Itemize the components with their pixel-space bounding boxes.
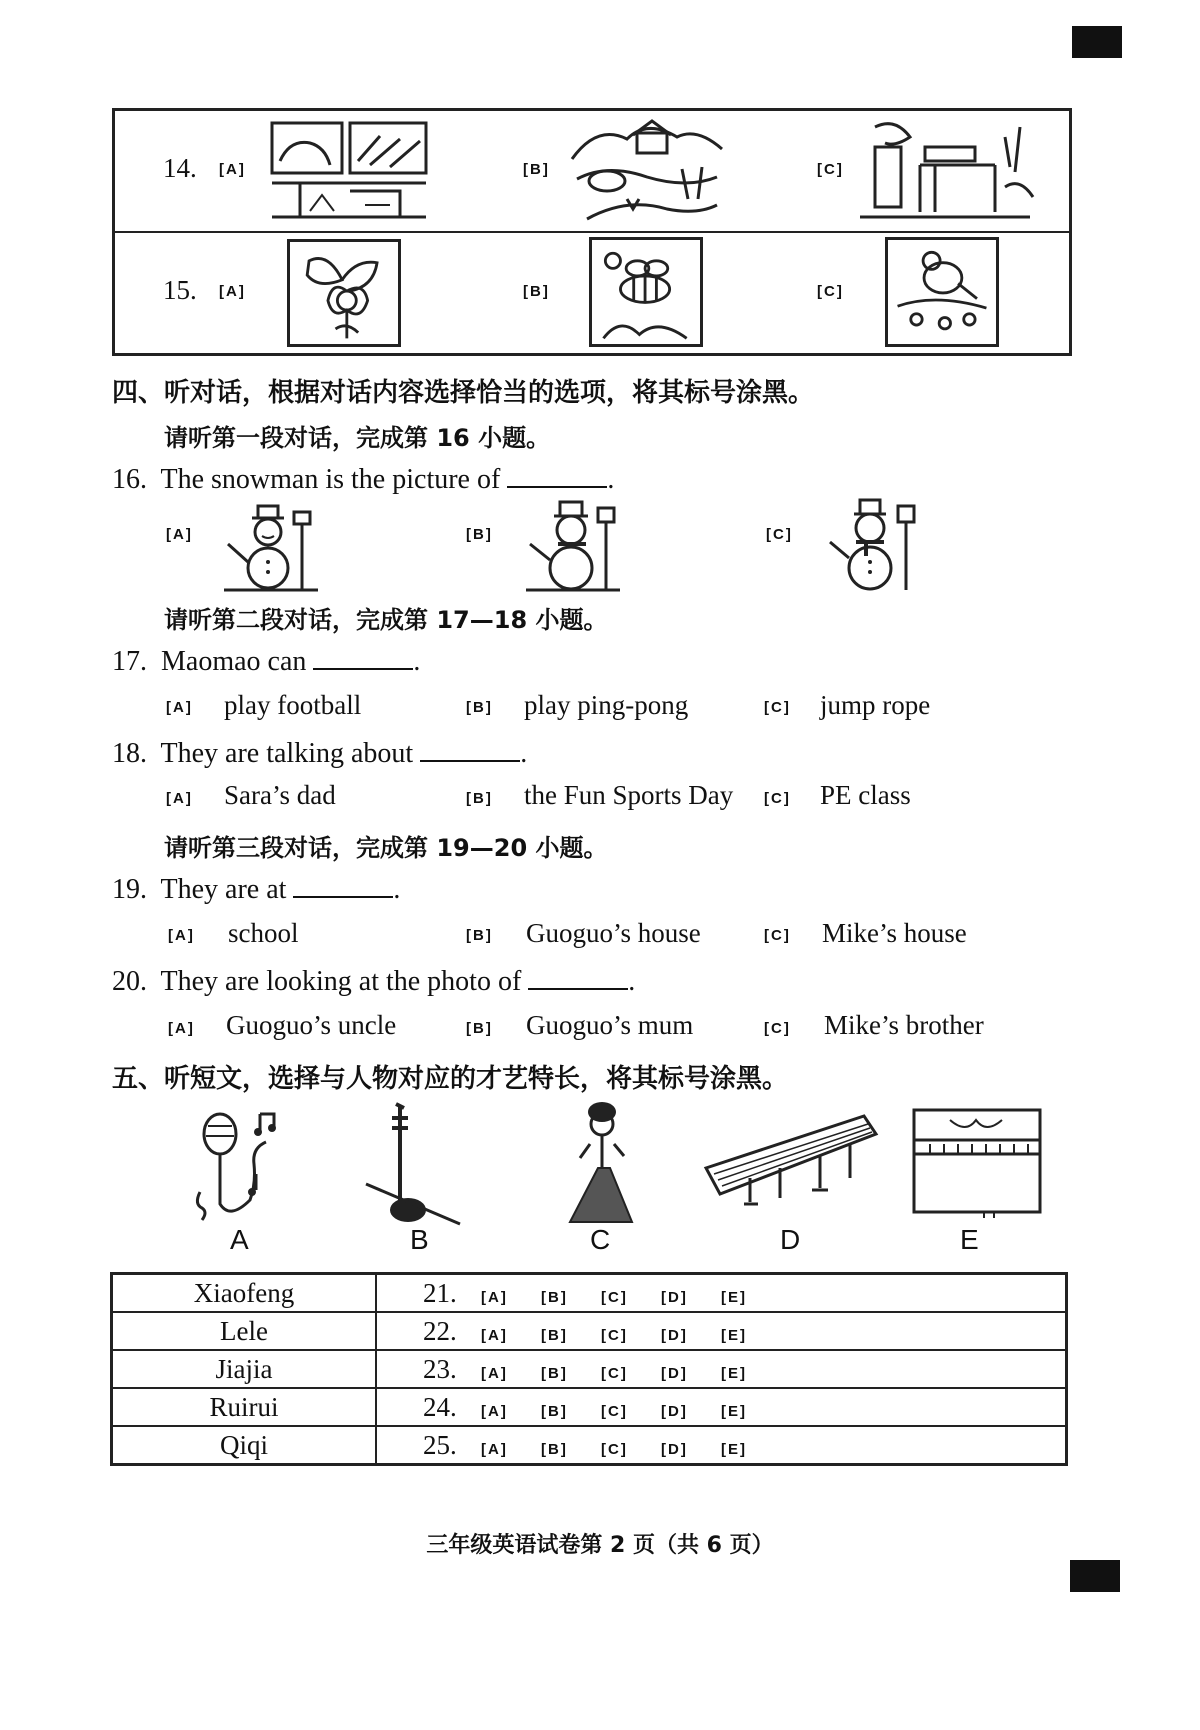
option-b-text: Guoguo’s house bbox=[526, 918, 701, 948]
option-a-mark[interactable]: [A] bbox=[481, 1288, 508, 1306]
answer-blank bbox=[313, 644, 413, 670]
table-row bbox=[112, 1350, 1067, 1388]
person-name: Lele bbox=[112, 1312, 377, 1350]
option-a-mark[interactable]: [A] bbox=[166, 790, 193, 807]
talent-label-a: A bbox=[230, 1224, 249, 1255]
question-number: 17. bbox=[112, 646, 147, 677]
answer-marks bbox=[376, 1388, 1067, 1426]
option-a-mark[interactable]: [A] bbox=[481, 1364, 508, 1382]
question-number: 19. bbox=[112, 874, 147, 905]
option-c-mark[interactable]: [C] bbox=[817, 161, 844, 178]
question-stem: The snowman is the picture of bbox=[160, 464, 501, 495]
option-c-mark[interactable]: [C] bbox=[764, 1020, 791, 1037]
option-b-mark[interactable]: [B] bbox=[466, 1020, 493, 1037]
question-number: 25. bbox=[423, 1429, 457, 1460]
registration-mark-top bbox=[1072, 26, 1122, 58]
butterfly-flower-picture bbox=[287, 239, 401, 347]
option-d-mark[interactable]: [D] bbox=[661, 1364, 688, 1382]
question-stem: They are talking about bbox=[160, 738, 414, 769]
question-17 bbox=[112, 644, 420, 678]
question-stem: They are looking at the photo of bbox=[160, 966, 522, 997]
answer-marks bbox=[376, 1312, 1067, 1350]
page-footer: 三年级英语试卷第 2 页（共 6 页） bbox=[426, 1533, 774, 1558]
option-a-mark[interactable]: [A] bbox=[168, 927, 195, 944]
option-e-mark[interactable]: [E] bbox=[721, 1440, 747, 1458]
option-a-mark[interactable]: [A] bbox=[481, 1326, 508, 1344]
period: . bbox=[607, 464, 615, 495]
option-e-mark[interactable]: [E] bbox=[721, 1364, 747, 1382]
option-e-mark[interactable]: [E] bbox=[721, 1402, 747, 1420]
option-a-mark[interactable]: [A] bbox=[166, 526, 193, 543]
period: . bbox=[520, 738, 528, 769]
question-number: 23. bbox=[423, 1353, 457, 1384]
option-d-mark[interactable]: [D] bbox=[661, 1440, 688, 1458]
bee-flower-picture bbox=[589, 237, 703, 347]
option-a-mark[interactable]: [A] bbox=[481, 1440, 508, 1458]
option-b-text: the Fun Sports Day bbox=[524, 780, 734, 810]
snowman-a-picture bbox=[222, 504, 322, 594]
option-a-mark[interactable]: [A] bbox=[219, 283, 246, 300]
option-b-mark[interactable]: [B] bbox=[541, 1364, 568, 1382]
option-c-text: Mike’s brother bbox=[824, 1010, 984, 1040]
option-a-text: play football bbox=[224, 690, 362, 720]
option-a-text: Sara’s dad bbox=[224, 780, 336, 810]
dialog-2-instruction: 请听第二段对话，完成第 17—18 小题。 bbox=[164, 606, 608, 634]
option-d-mark[interactable]: [D] bbox=[661, 1402, 688, 1420]
animal-scene-picture bbox=[270, 121, 428, 221]
question-number: 21. bbox=[423, 1277, 457, 1308]
question-18 bbox=[112, 736, 527, 770]
question-stem: Maomao can bbox=[161, 646, 307, 677]
option-c-mark[interactable]: [C] bbox=[601, 1326, 628, 1344]
option-b-mark[interactable]: [B] bbox=[541, 1288, 568, 1306]
option-b-mark[interactable]: [B] bbox=[466, 699, 493, 716]
dancer-icon bbox=[560, 1098, 640, 1228]
question-number: 22. bbox=[423, 1315, 457, 1346]
answer-marks bbox=[376, 1274, 1067, 1313]
period: . bbox=[393, 874, 401, 905]
option-b-mark[interactable]: [B] bbox=[523, 161, 550, 178]
table-row bbox=[112, 1312, 1067, 1350]
option-a-mark[interactable]: [A] bbox=[168, 1020, 195, 1037]
option-c-mark[interactable]: [C] bbox=[766, 526, 793, 543]
option-a-mark[interactable]: [A] bbox=[219, 161, 246, 178]
snowman-c-picture bbox=[822, 498, 922, 594]
option-c-text: Mike’s house bbox=[822, 918, 967, 948]
answer-blank bbox=[507, 462, 607, 488]
option-a-mark[interactable]: [A] bbox=[481, 1402, 508, 1420]
talent-label-c: C bbox=[590, 1224, 611, 1255]
dialog-1-instruction: 请听第一段对话，完成第 16 小题。 bbox=[164, 424, 551, 452]
option-a-mark[interactable]: [A] bbox=[166, 699, 193, 716]
question-number: 20. bbox=[112, 966, 147, 997]
piano-icon bbox=[910, 1104, 1044, 1222]
talent-label-b: B bbox=[410, 1224, 429, 1255]
option-e-mark[interactable]: [E] bbox=[721, 1288, 747, 1306]
option-c-mark[interactable]: [C] bbox=[601, 1288, 628, 1306]
question-number: 15. bbox=[163, 275, 197, 305]
table-row bbox=[112, 1426, 1067, 1465]
answer-marks bbox=[376, 1426, 1067, 1465]
farm-scene-picture bbox=[567, 119, 727, 223]
question-number: 16. bbox=[112, 464, 147, 495]
park-scene-picture bbox=[855, 117, 1035, 223]
question-15-row bbox=[115, 231, 1069, 353]
option-a-text: school bbox=[228, 918, 299, 948]
question-number: 14. bbox=[163, 153, 197, 183]
answer-blank bbox=[420, 736, 520, 762]
bird-branch-picture bbox=[885, 237, 999, 347]
talent-label-d: D bbox=[780, 1224, 801, 1255]
table-row bbox=[112, 1388, 1067, 1426]
option-c-mark[interactable]: [C] bbox=[764, 790, 791, 807]
guzheng-icon bbox=[700, 1108, 880, 1212]
answer-table bbox=[110, 1272, 1068, 1466]
question-14-row bbox=[115, 111, 1069, 231]
option-d-mark[interactable]: [D] bbox=[661, 1288, 688, 1306]
picture-question-table bbox=[112, 108, 1072, 356]
question-number: 24. bbox=[423, 1391, 457, 1422]
dialog-3-instruction: 请听第三段对话，完成第 19—20 小题。 bbox=[164, 834, 608, 862]
option-c-mark[interactable]: [C] bbox=[601, 1440, 628, 1458]
option-e-mark[interactable]: [E] bbox=[721, 1326, 747, 1344]
microphone-music-icon bbox=[190, 1104, 290, 1224]
person-name: Qiqi bbox=[112, 1426, 377, 1465]
table-row bbox=[112, 1274, 1067, 1313]
erhu-icon bbox=[360, 1100, 470, 1230]
question-16 bbox=[112, 462, 614, 496]
person-name: Xiaofeng bbox=[112, 1274, 377, 1313]
option-c-mark[interactable]: [C] bbox=[601, 1402, 628, 1420]
question-19 bbox=[112, 872, 400, 906]
answer-marks bbox=[376, 1350, 1067, 1388]
option-c-mark[interactable]: [C] bbox=[601, 1364, 628, 1382]
person-name: Jiajia bbox=[112, 1350, 377, 1388]
question-number: 18. bbox=[112, 738, 147, 769]
option-c-text: jump rope bbox=[820, 690, 931, 720]
person-name: Ruirui bbox=[112, 1388, 377, 1426]
option-b-mark[interactable]: [B] bbox=[523, 283, 550, 300]
option-a-text: Guoguo’s uncle bbox=[226, 1010, 397, 1040]
answer-blank bbox=[528, 964, 628, 990]
option-d-mark[interactable]: [D] bbox=[661, 1326, 688, 1344]
period: . bbox=[413, 646, 421, 677]
section-4-heading: 四、听对话，根据对话内容选择恰当的选项，将其标号涂黑。 bbox=[112, 378, 815, 408]
talent-label-e: E bbox=[960, 1224, 979, 1255]
period: . bbox=[628, 966, 636, 997]
option-b-text: play ping-pong bbox=[524, 690, 689, 720]
option-b-mark[interactable]: [B] bbox=[466, 790, 493, 807]
answer-blank bbox=[293, 872, 393, 898]
option-c-mark[interactable]: [C] bbox=[817, 283, 844, 300]
option-b-mark[interactable]: [B] bbox=[541, 1402, 568, 1420]
option-c-text: PE class bbox=[820, 780, 911, 810]
registration-mark-bottom bbox=[1070, 1560, 1120, 1592]
option-b-mark[interactable]: [B] bbox=[466, 927, 493, 944]
snowman-b-picture bbox=[524, 500, 624, 594]
question-stem: They are at bbox=[160, 874, 287, 905]
option-b-mark[interactable]: [B] bbox=[466, 526, 493, 543]
option-c-mark[interactable]: [C] bbox=[764, 699, 791, 716]
option-b-text: Guoguo’s mum bbox=[526, 1010, 694, 1040]
question-20 bbox=[112, 964, 635, 998]
option-b-mark[interactable]: [B] bbox=[541, 1440, 568, 1458]
section-5-heading: 五、听短文，选择与人物对应的才艺特长，将其标号涂黑。 bbox=[112, 1064, 789, 1094]
option-c-mark[interactable]: [C] bbox=[764, 927, 791, 944]
option-b-mark[interactable]: [B] bbox=[541, 1326, 568, 1344]
